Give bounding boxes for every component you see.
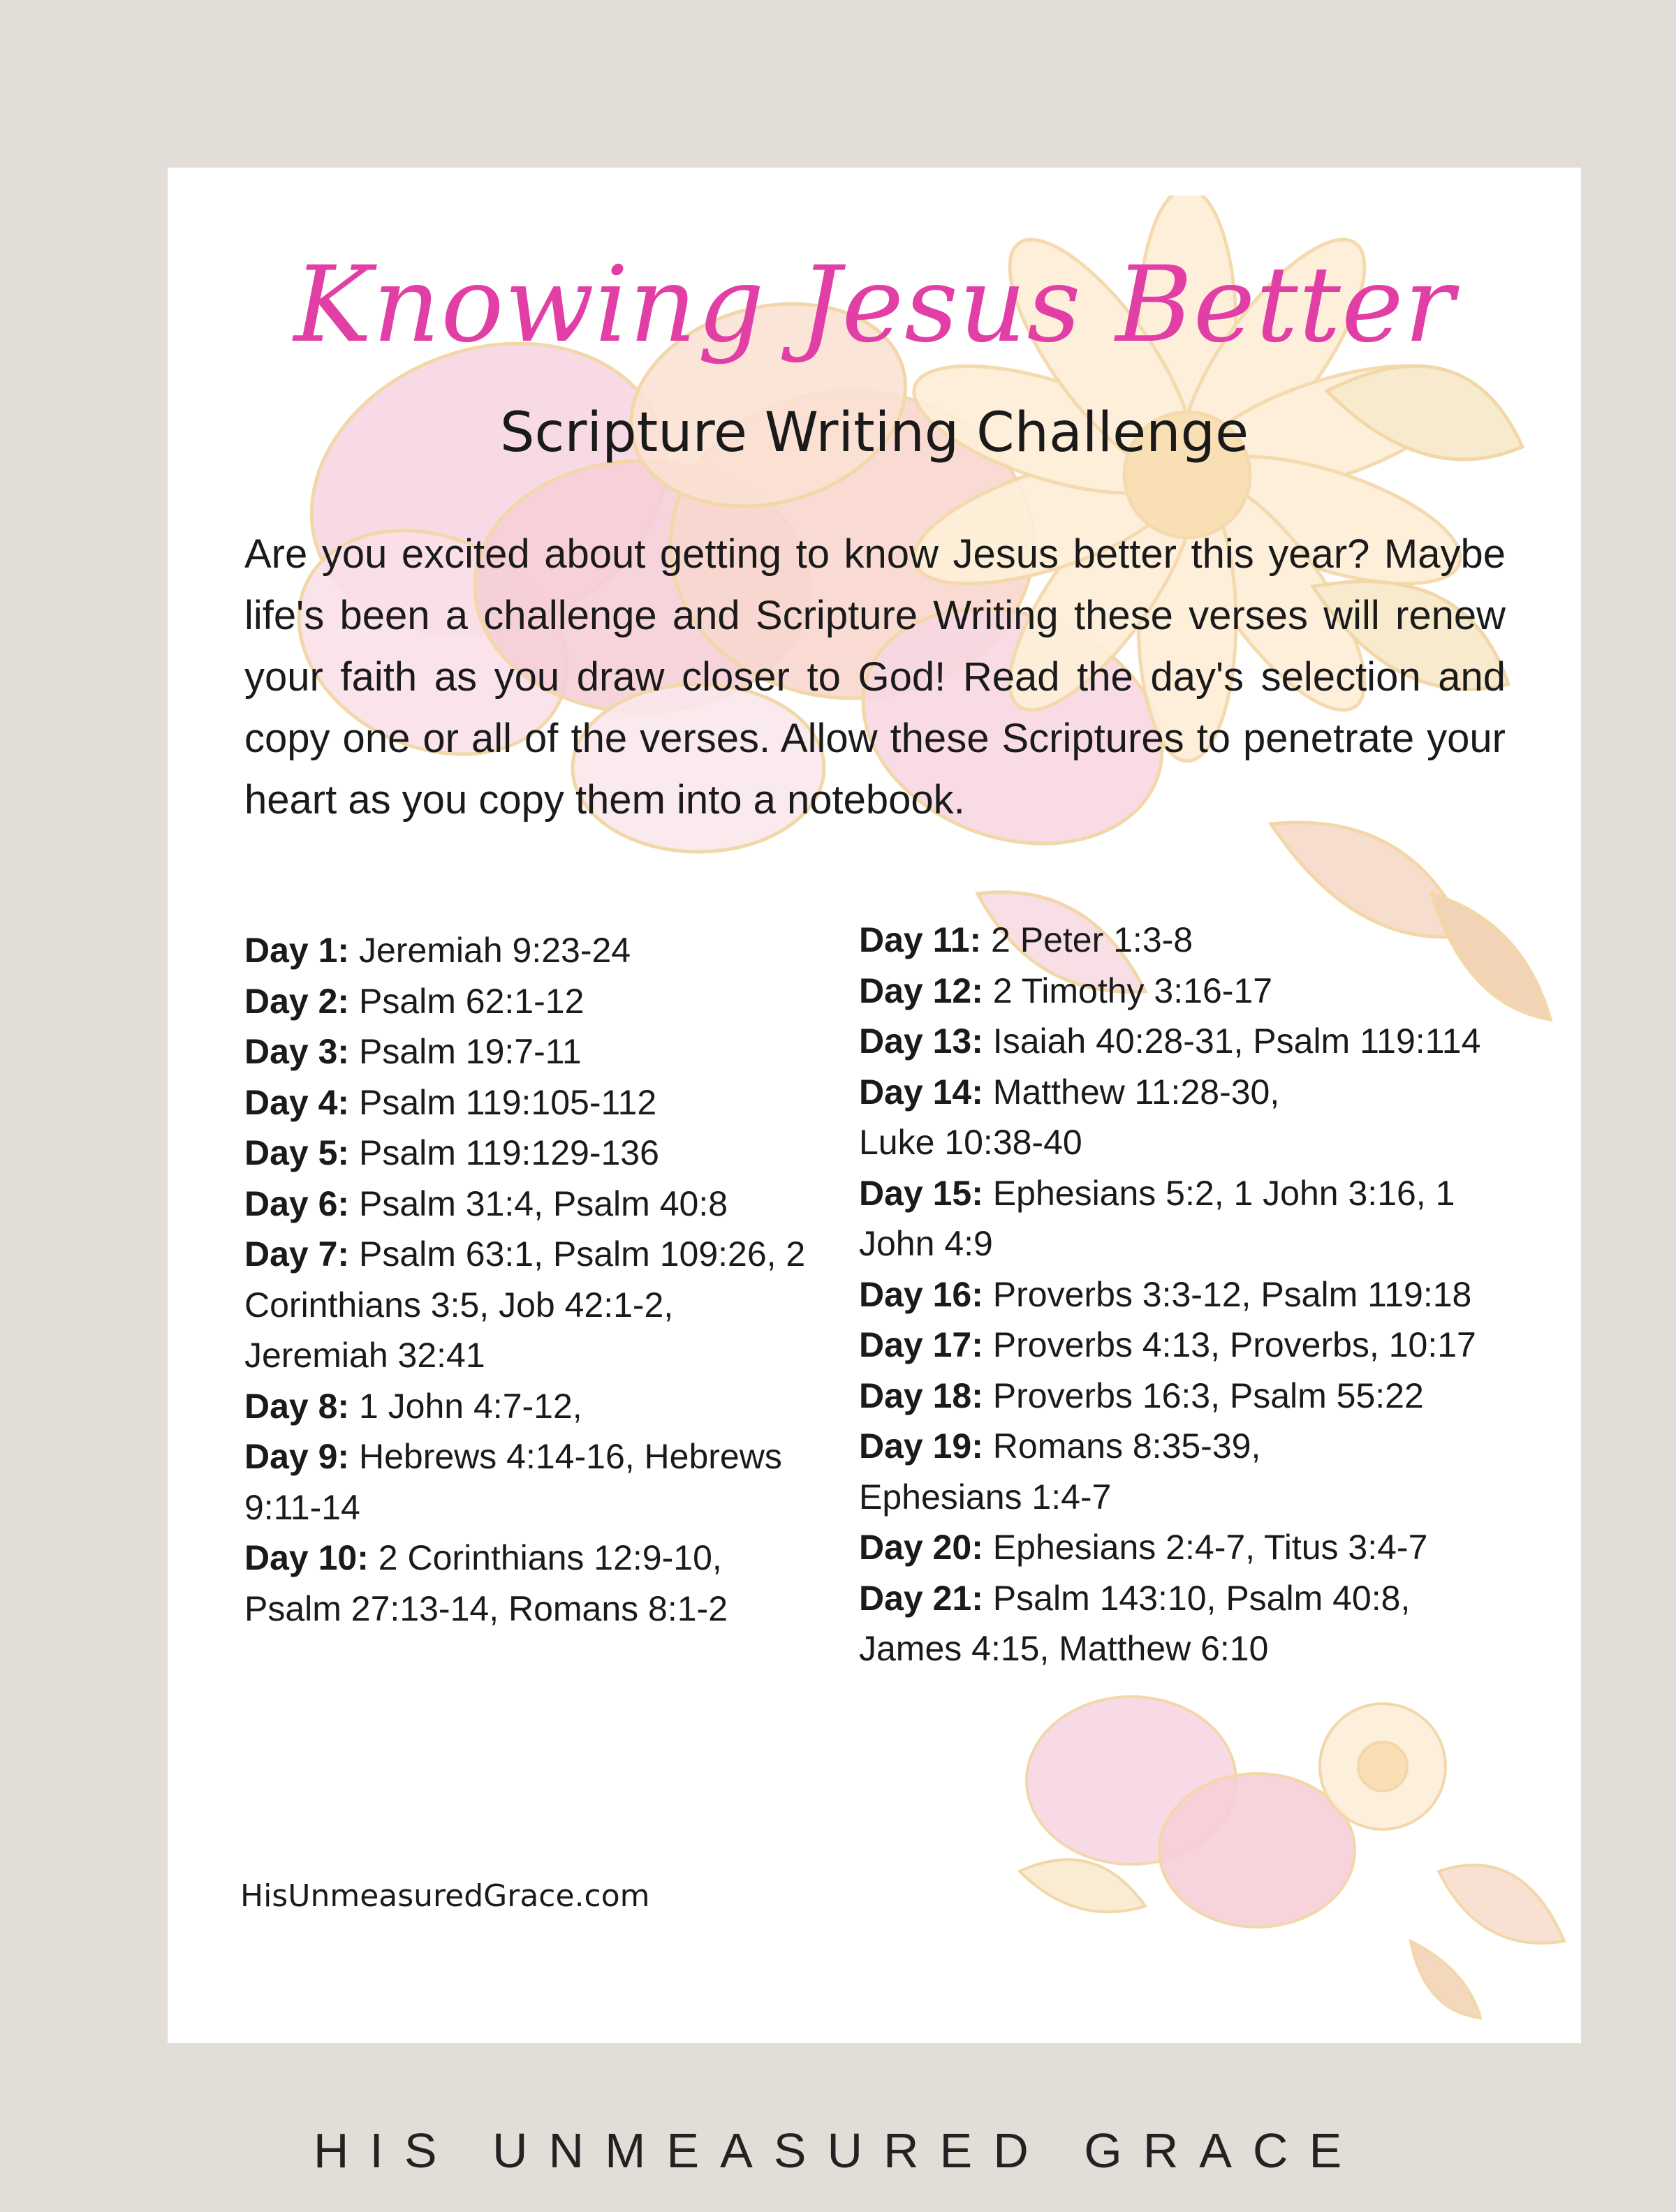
page-title: Knowing Jesus Better <box>293 244 1455 366</box>
list-item: Day 8: 1 John 4:7-12, <box>244 1386 582 1426</box>
list-item: Day 20: Ephesians 2:4-7, Titus 3:4-7 <box>859 1528 1428 1567</box>
list-item: Day 13: Isaiah 40:28-31, Psalm 119:114 <box>859 1022 1481 1061</box>
brand-footer: HIS UNMEASURED GRACE <box>313 2123 1363 2178</box>
printable-sheet <box>168 168 1581 2043</box>
list-item: Day 5: Psalm 119:129-136 <box>244 1133 659 1172</box>
page-subtitle: Scripture Writing Challenge <box>499 401 1249 464</box>
list-item: Day 9: Hebrews 4:14-16, Hebrews 9:11-14 <box>244 1437 782 1527</box>
website-label: HisUnmeasuredGrace.com <box>240 1878 650 1914</box>
list-item: Day 7: Psalm 63:1, Psalm 109:26, 2 Corinthians 3:5, Job 42:1-2, Jeremiah 32:41 <box>244 1234 806 1375</box>
list-item: Day 1: Jeremiah 9:23-24 <box>244 931 631 970</box>
reading-list-left <box>244 925 817 1634</box>
list-item: Day 14: Matthew 11:28-30, Luke 10:38-40 <box>859 1072 1280 1162</box>
intro-paragraph: Are you excited about getting to know Jesus better this year? Maybe life's been a challenge and Scripture Writing these verses will renew your faith as you draw closer to God! Read the day's selection and copy one or all of the verses. Allow these Scriptures to penetrate your heart as you copy them into a notebook. <box>244 531 1506 823</box>
list-item: Day 11: 2 Peter 1:3-8 <box>859 920 1193 959</box>
reading-list-right <box>859 915 1557 1674</box>
list-item: Day 10: 2 Corinthians 12:9-10, Psalm 27:13-14, Romans 8:1-2 <box>244 1538 728 1628</box>
list-item: Day 2: Psalm 62:1-12 <box>244 981 585 1021</box>
list-item: Day 6: Psalm 31:4, Psalm 40:8 <box>244 1184 728 1223</box>
list-item: Day 12: 2 Timothy 3:16-17 <box>859 971 1273 1010</box>
list-item: Day 18: Proverbs 16:3, Psalm 55:22 <box>859 1376 1424 1415</box>
list-item: Day 17: Proverbs 4:13, Proverbs, 10:17 <box>859 1325 1476 1364</box>
list-item: Day 15: Ephesians 5:2, 1 John 3:16, 1 John 4:9 <box>859 1173 1455 1263</box>
list-item: Day 3: Psalm 19:7-11 <box>244 1032 582 1071</box>
list-item: Day 16: Proverbs 3:3-12, Psalm 119:18 <box>859 1274 1472 1314</box>
list-item: Day 19: Romans 8:35-39, Ephesians 1:4-7 <box>859 1426 1261 1517</box>
floral-illustration-bottom <box>992 1676 1578 2025</box>
list-item: Day 21: Psalm 143:10, Psalm 40:8, James 4:15, Matthew 6:10 <box>859 1578 1411 1668</box>
list-item: Day 4: Psalm 119:105-112 <box>244 1082 657 1122</box>
